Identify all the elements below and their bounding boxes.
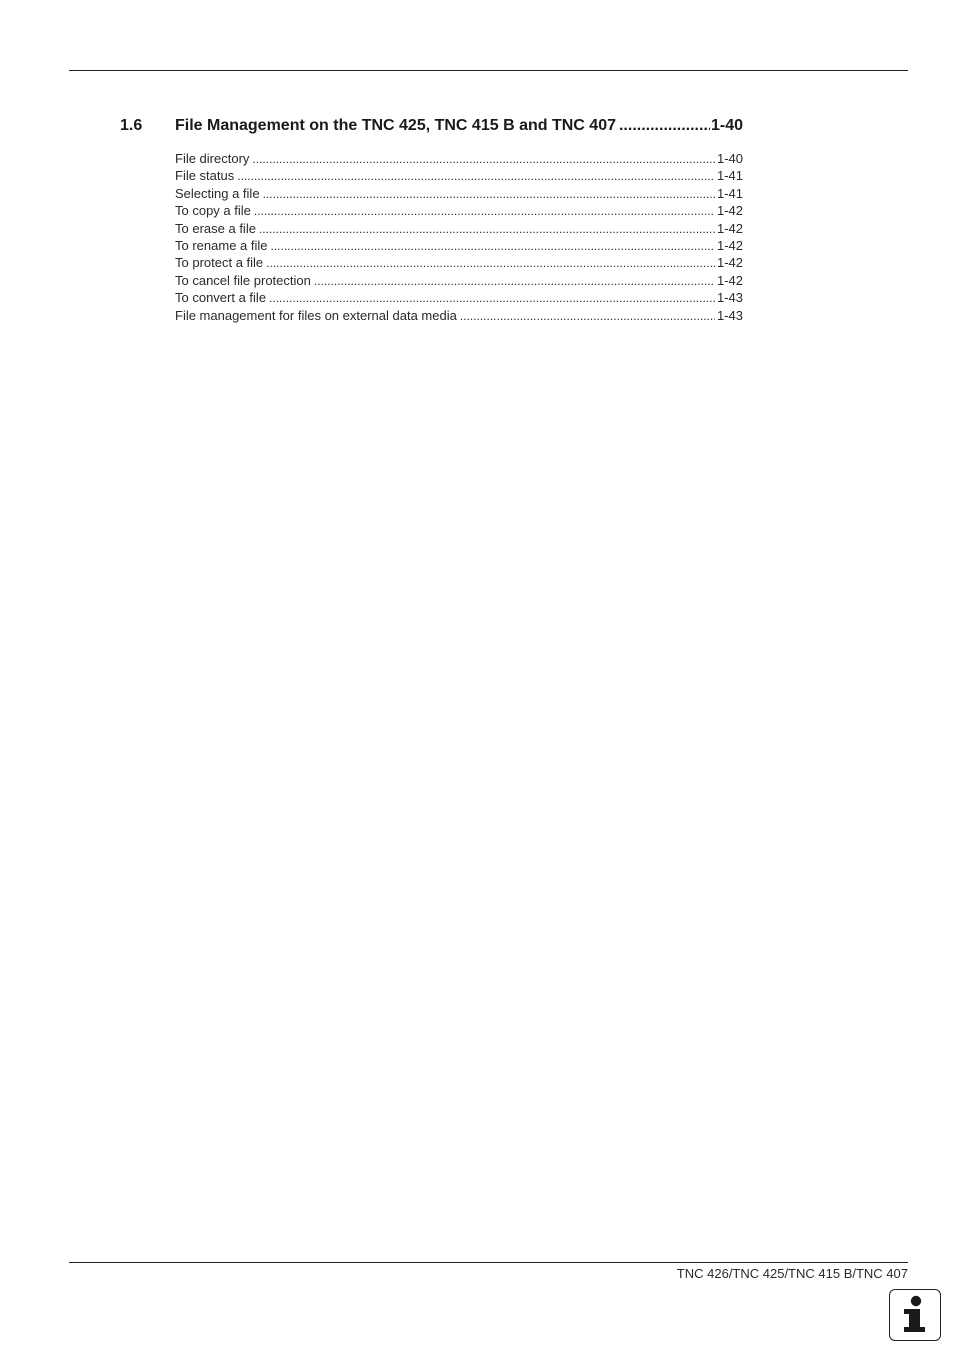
toc-entry-text: File directory [175,151,250,166]
toc-entry-page: 1-42 [716,237,743,253]
toc-entry-page: 1-42 [716,255,743,271]
toc-leader-dots [254,203,715,220]
toc-entry[interactable] [175,202,743,219]
toc-leader-dots [263,186,715,203]
header-rule [69,70,908,71]
toc-list [175,150,743,324]
section-title: File Management on the TNC 425, TNC 415 B and TNC 407 [175,117,616,134]
toc-entry-page: 1-42 [716,220,743,236]
section-page-number: 1-40 [710,117,743,134]
info-icon [889,1289,941,1341]
toc-entry-text: To protect a file [175,255,264,271]
toc-entry-text: To convert a file [175,290,267,306]
toc-entry-page: 1-43 [716,307,743,323]
toc-entry-page: 1-42 [716,272,743,288]
toc-entry-text: To erase a file [175,220,256,236]
toc-leader-dots [237,168,715,185]
toc-leader-dots [271,238,715,255]
toc-leader-dots [269,290,715,307]
toc-entry-page: 1-43 [716,290,743,306]
section-number: 1.6 [120,117,143,134]
toc-entry-text: File status [175,168,235,184]
toc-entry-text: Selecting a file [175,185,260,201]
toc-entry[interactable] [175,150,743,167]
toc-entry[interactable] [175,289,743,306]
section-heading[interactable] [120,117,743,139]
toc-leader-dots [252,151,715,168]
toc-entry-page: 1-41 [716,185,743,201]
toc-leader-dots [460,308,715,325]
toc-leader-dots [259,221,715,238]
info-icon-glyph [890,1290,939,1339]
toc-entry[interactable] [175,254,743,271]
toc-entry-page: 1-42 [716,203,743,219]
toc-entry-text: To rename a file [175,237,268,253]
toc-entry[interactable] [175,220,743,237]
toc-entry-text: File management for files on external data media [175,307,457,323]
footer-model-text: TNC 426/TNC 425/TNC 415 B/TNC 407 [676,1266,908,1281]
toc-entry[interactable] [175,167,743,184]
toc-entry[interactable] [175,185,743,202]
toc-entry[interactable] [175,307,743,324]
section-leader-dots [619,117,710,135]
toc-leader-dots [314,273,715,290]
footer-rule [69,1262,908,1263]
toc-entry[interactable] [175,272,743,289]
toc-entry[interactable] [175,237,743,254]
toc-leader-dots [266,255,715,272]
toc-entry-text: To copy a file [175,203,251,219]
toc-entry-page: 1-41 [716,168,743,184]
toc-entry-page: 1-40 [716,151,743,166]
toc-entry-text: To cancel file protection [175,272,311,288]
